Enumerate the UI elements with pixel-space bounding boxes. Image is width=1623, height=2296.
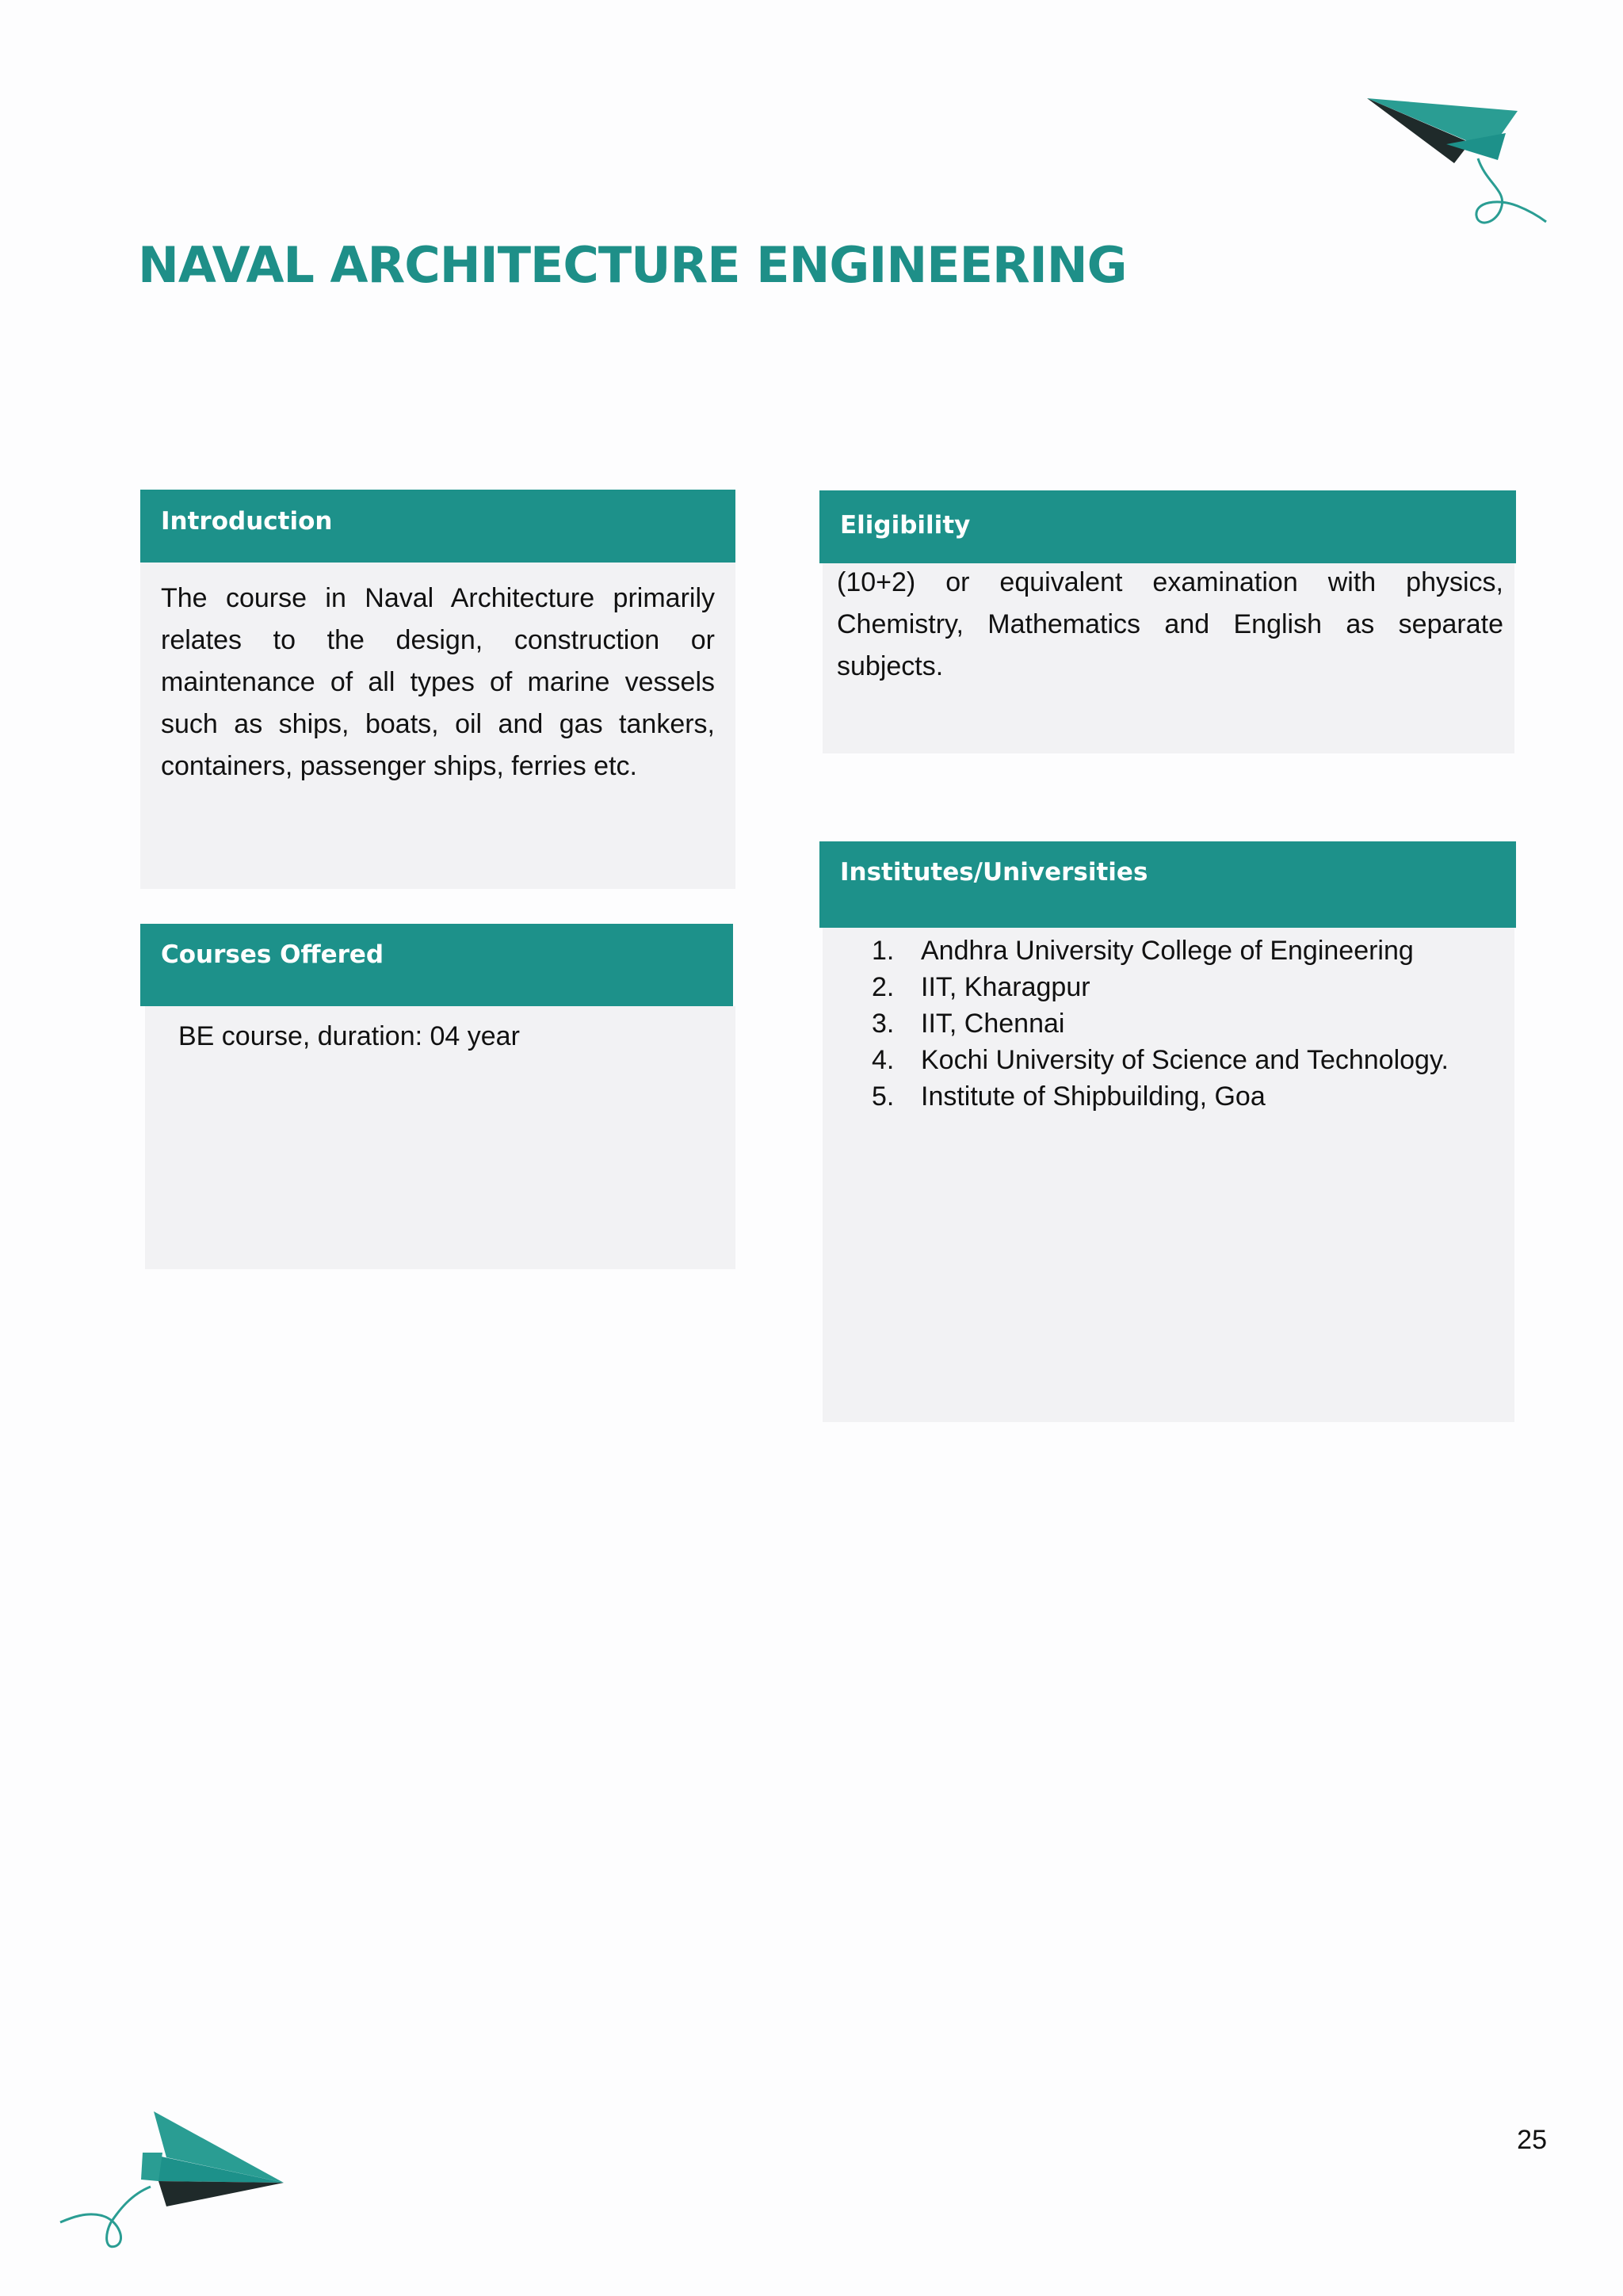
paper-plane-icon <box>1359 87 1557 238</box>
page-number: 25 <box>1517 2125 1547 2155</box>
courses-offered-heading-text: Courses Offered <box>161 940 384 969</box>
courses-offered-text: BE course, duration: 04 year <box>178 1021 520 1051</box>
list-item-text: IIT, Kharagpur <box>921 972 1090 1002</box>
eligibility-body <box>823 563 1514 753</box>
introduction-body <box>140 563 735 889</box>
courses-offered-heading <box>140 924 733 1006</box>
list-item <box>872 969 1514 1005</box>
list-item-text: IIT, Chennai <box>921 1009 1065 1039</box>
list-item <box>872 933 1514 969</box>
institutes-body <box>823 928 1514 1422</box>
list-item-number: 1. <box>872 936 895 966</box>
institutes-heading <box>819 841 1516 928</box>
introduction-heading <box>140 490 735 563</box>
paper-plane-icon <box>55 2103 293 2254</box>
list-item-number: 2. <box>872 972 895 1002</box>
eligibility-text: (10+2) or equivalent examination with physics, Chemistry, Mathematics and English as separate subjects. <box>837 567 1503 681</box>
eligibility-heading <box>819 490 1516 563</box>
list-item <box>872 1078 1514 1115</box>
list-item <box>872 1005 1514 1042</box>
list-item-number: 4. <box>872 1045 895 1075</box>
page-title: NAVAL ARCHITECTURE ENGINEERING <box>138 236 1127 294</box>
list-item-text: Andhra University College of Engineering <box>921 936 1414 966</box>
list-item <box>872 1042 1514 1078</box>
courses-offered-body <box>145 1006 735 1269</box>
introduction-heading-text: Introduction <box>161 507 333 536</box>
eligibility-heading-text: Eligibility <box>840 511 971 540</box>
institutes-list <box>872 933 1514 1115</box>
introduction-text: The course in Naval Architecture primarily relates to the design, construction or maintenance of all types of marine vessels such as ships, boats, oil and gas tankers, containers, passenger ships, ferries etc. <box>161 583 715 781</box>
list-item-text: Kochi University of Science and Technology. <box>921 1045 1449 1075</box>
list-item-text: Institute of Shipbuilding, Goa <box>921 1081 1266 1112</box>
institutes-heading-text: Institutes/Universities <box>840 858 1148 887</box>
list-item-number: 5. <box>872 1081 895 1112</box>
list-item-number: 3. <box>872 1009 895 1039</box>
